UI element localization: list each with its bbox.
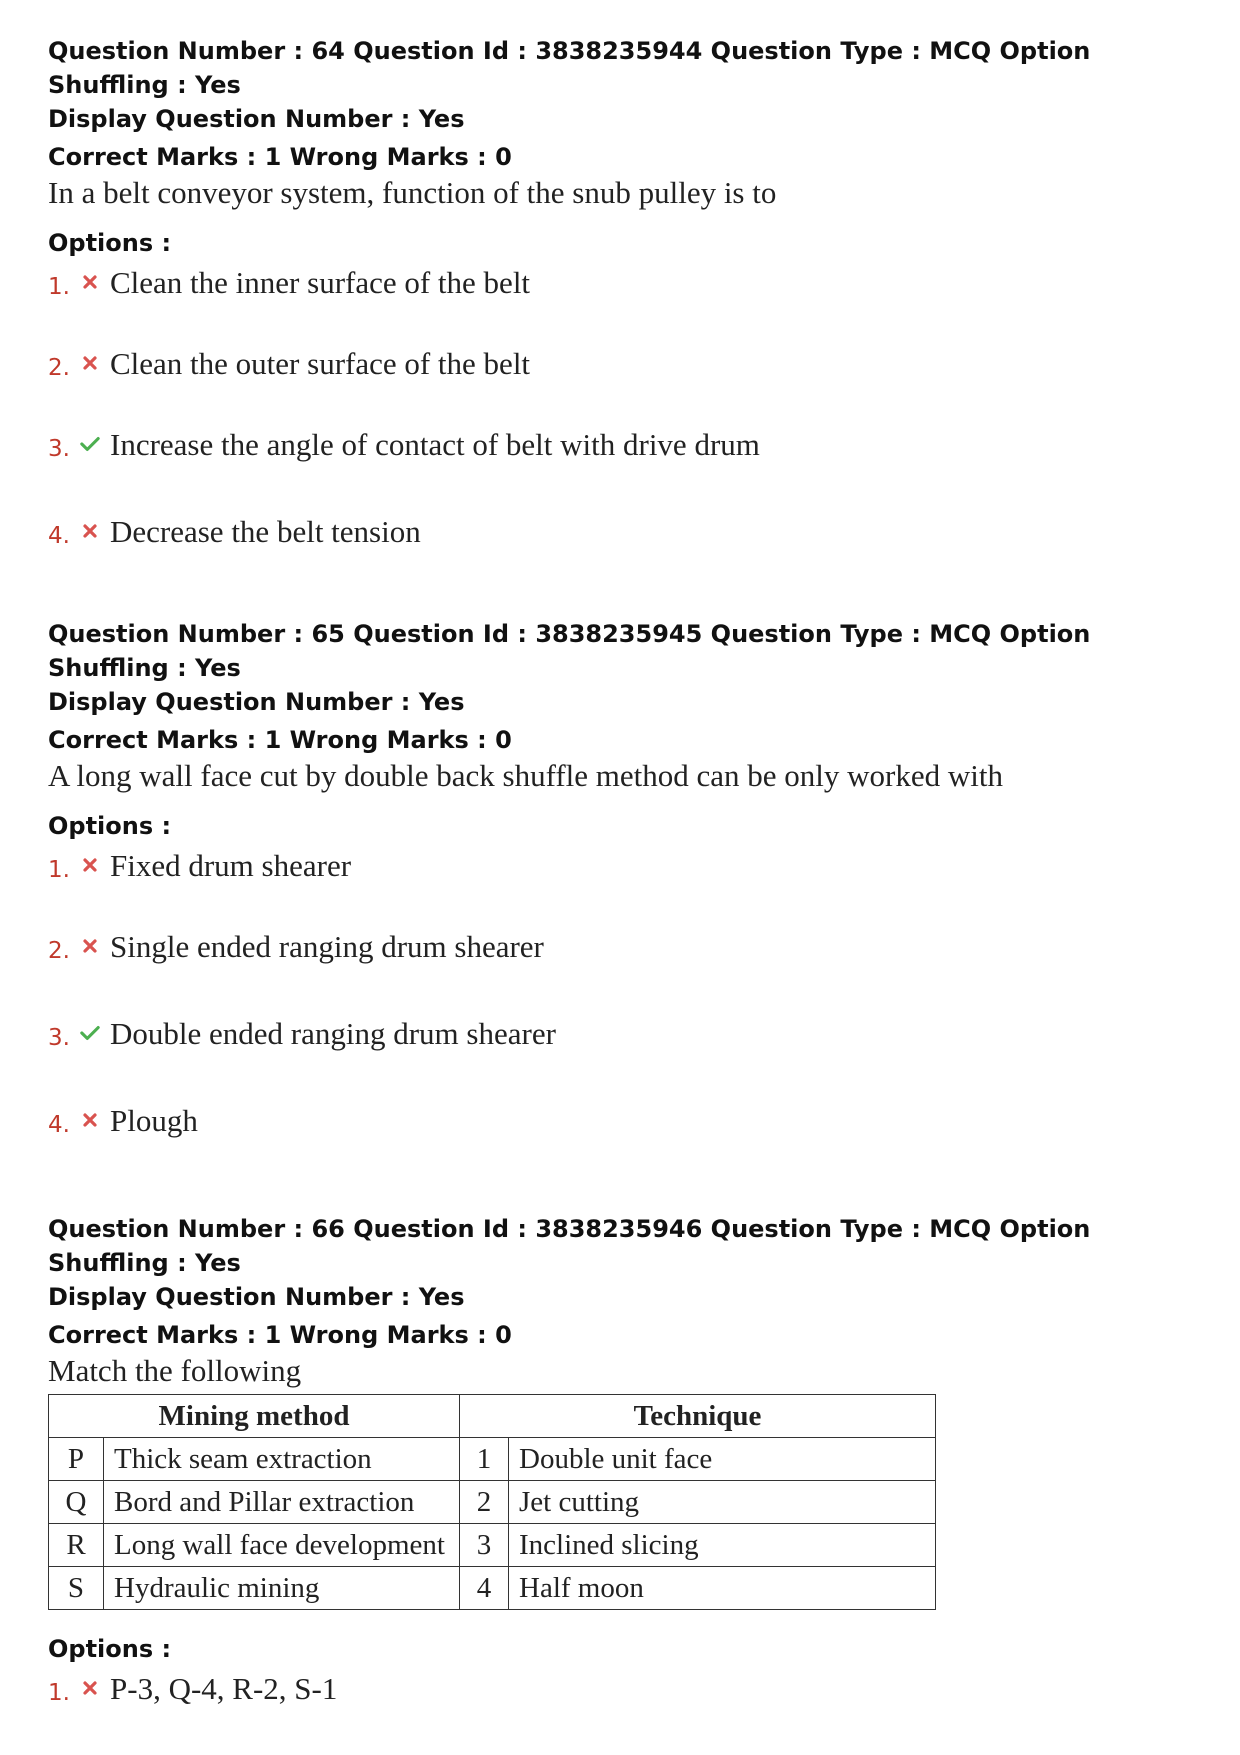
display-question-number: Display Question Number : Yes [48,688,465,716]
option-text: P-3, Q-4, R-2, S-1 [110,1671,338,1706]
column-header-mining-method: Mining method [49,1395,460,1438]
option-1 [48,264,1208,304]
question-65 [48,617,1208,1146]
option-number: 3. [48,436,70,462]
options-label: Options : [48,1635,172,1663]
match-table-header [49,1395,936,1438]
option-text: Plough [110,1103,198,1138]
mining-method-cell: Hydraulic mining [104,1567,460,1610]
wrong-icon [80,853,100,877]
option-3 [48,426,1208,466]
question-stem: Match the following [48,1353,302,1388]
option-3 [48,1015,1208,1055]
option-number: 3. [48,1025,70,1051]
display-question-number: Display Question Number : Yes [48,1283,465,1311]
row-number: 4 [460,1567,509,1610]
question-64 [48,34,1208,557]
option-text: Increase the angle of contact of belt with drive drum [110,427,760,462]
wrong-icon [80,1676,100,1700]
row-letter: Q [49,1481,104,1524]
correct-icon [80,1021,100,1045]
option-number: 4. [48,523,70,549]
row-letter: P [49,1438,104,1481]
display-question-number: Display Question Number : Yes [48,105,465,133]
wrong-icon [80,270,100,294]
option-text: Fixed drum shearer [110,848,352,883]
option-number: 1. [48,857,70,883]
wrong-icon [80,351,100,375]
question-header: Question Number : 65 Question Id : 3838235945 Question Type : MCQ Option Shuffling : Yes [48,620,1091,682]
wrong-icon [80,519,100,543]
table-row [49,1567,936,1610]
option-1 [48,1670,1208,1710]
technique-cell: Inclined slicing [509,1524,936,1567]
options-list [48,1670,1208,1714]
mining-method-cell: Bord and Pillar extraction [104,1481,460,1524]
option-4 [48,1102,1208,1142]
technique-cell: Half moon [509,1567,936,1610]
option-number: 1. [48,274,70,300]
option-number: 2. [48,355,70,381]
options-label: Options : [48,229,172,257]
match-table-body [49,1438,936,1610]
row-number: 2 [460,1481,509,1524]
table-row [49,1438,936,1481]
wrong-icon [80,934,100,958]
option-text: Clean the outer surface of the belt [110,346,531,381]
column-header-technique: Technique [460,1395,936,1438]
marks-info: Correct Marks : 1 Wrong Marks : 0 [48,143,512,171]
option-text: Single ended ranging drum shearer [110,929,544,964]
table-row [49,1524,936,1567]
options-label: Options : [48,812,172,840]
row-letter: R [49,1524,104,1567]
table-row [49,1481,936,1524]
option-text: Decrease the belt tension [110,514,421,549]
option-number: 1. [48,1680,70,1706]
question-stem: In a belt conveyor system, function of the snub pulley is to [48,175,777,210]
question-header: Question Number : 64 Question Id : 3838235944 Question Type : MCQ Option Shuffling : Yes [48,37,1091,99]
option-text: Clean the inner surface of the belt [110,265,531,300]
options-list [48,847,1208,1146]
row-number: 3 [460,1524,509,1567]
row-number: 1 [460,1438,509,1481]
match-table [48,1394,936,1610]
question-stem: A long wall face cut by double back shuffle method can be only worked with [48,758,1004,793]
wrong-icon [80,1108,100,1132]
option-number: 2. [48,938,70,964]
option-4 [48,513,1208,553]
option-2 [48,928,1208,968]
correct-icon [80,432,100,456]
question-header: Question Number : 66 Question Id : 3838235946 Question Type : MCQ Option Shuffling : Yes [48,1215,1091,1277]
technique-cell: Double unit face [509,1438,936,1481]
mining-method-cell: Long wall face development [104,1524,460,1567]
marks-info: Correct Marks : 1 Wrong Marks : 0 [48,1321,512,1349]
mining-method-cell: Thick seam extraction [104,1438,460,1481]
question-66 [48,1212,1208,1714]
marks-info: Correct Marks : 1 Wrong Marks : 0 [48,726,512,754]
option-text: Double ended ranging drum shearer [110,1016,556,1051]
row-letter: S [49,1567,104,1610]
option-number: 4. [48,1112,70,1138]
option-1 [48,847,1208,887]
options-list [48,264,1208,557]
option-2 [48,345,1208,385]
technique-cell: Jet cutting [509,1481,936,1524]
